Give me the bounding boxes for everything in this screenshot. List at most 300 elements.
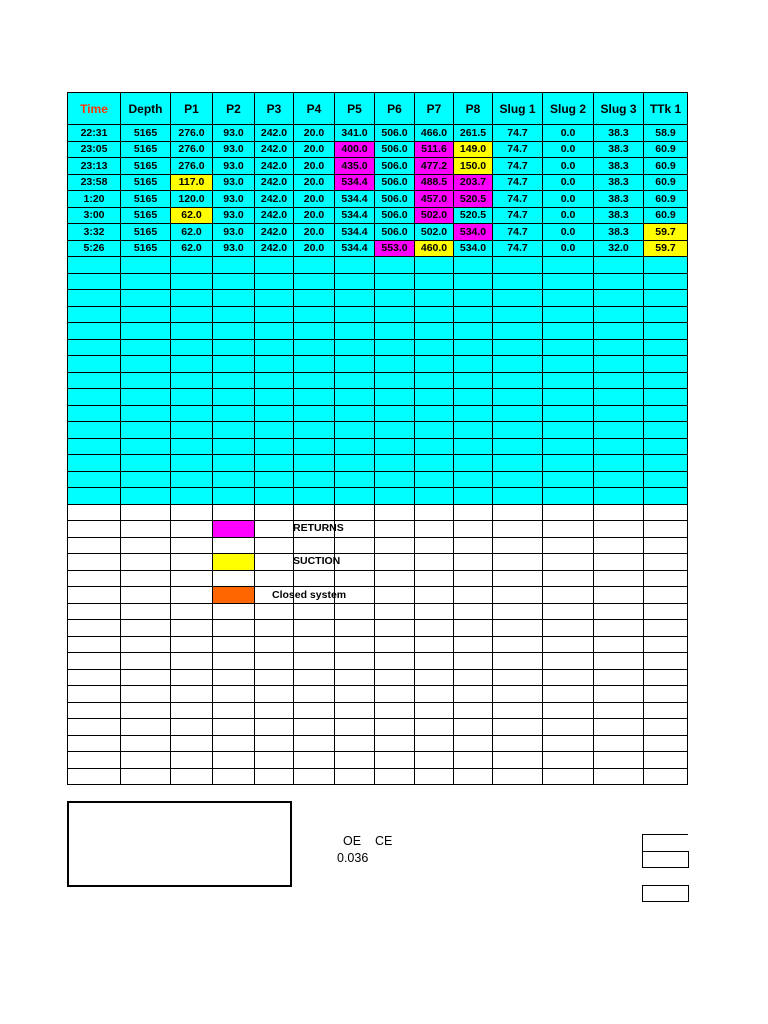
empty-cell bbox=[171, 389, 213, 406]
empty-cell bbox=[335, 356, 375, 373]
blank-cell bbox=[594, 669, 644, 686]
blank-cell bbox=[294, 653, 335, 670]
data-cell: 23:13 bbox=[68, 158, 121, 175]
empty-cell bbox=[493, 273, 543, 290]
empty-cell bbox=[375, 339, 415, 356]
blank-cell bbox=[255, 702, 294, 719]
blank-cell bbox=[68, 504, 121, 521]
data-cell: 60.9 bbox=[644, 207, 688, 224]
blank-cell bbox=[255, 554, 294, 571]
blank-cell bbox=[294, 537, 335, 554]
blank-cell bbox=[375, 504, 415, 521]
blank-cell bbox=[454, 752, 493, 769]
empty-cell bbox=[68, 471, 121, 488]
data-cell: 276.0 bbox=[171, 125, 213, 142]
blank-cell bbox=[644, 537, 688, 554]
legend-suction-label: SUCTION bbox=[293, 555, 341, 567]
blank-cell bbox=[543, 537, 594, 554]
empty-cell bbox=[594, 257, 644, 274]
blank-cell bbox=[543, 702, 594, 719]
empty-cell bbox=[213, 290, 255, 307]
empty-cell bbox=[594, 372, 644, 389]
data-cell: 502.0 bbox=[415, 207, 454, 224]
blank-cell bbox=[255, 570, 294, 587]
data-cell: 38.3 bbox=[594, 125, 644, 142]
table-row bbox=[68, 141, 688, 158]
empty-cell bbox=[335, 405, 375, 422]
blank-cell bbox=[255, 603, 294, 620]
data-cell: 38.3 bbox=[594, 224, 644, 241]
empty-cell bbox=[121, 257, 171, 274]
blank-cell bbox=[644, 702, 688, 719]
blank-cell bbox=[594, 653, 644, 670]
blank-cell bbox=[68, 587, 121, 604]
empty-row bbox=[68, 356, 688, 373]
data-cell: 93.0 bbox=[213, 224, 255, 241]
data-cell: 59.7 bbox=[644, 224, 688, 241]
data-cell: 20.0 bbox=[294, 224, 335, 241]
empty-cell bbox=[594, 306, 644, 323]
empty-cell bbox=[454, 339, 493, 356]
data-cell: 488.5 bbox=[415, 174, 454, 191]
blank-row bbox=[68, 537, 688, 554]
blank-cell bbox=[171, 537, 213, 554]
blank-cell bbox=[454, 521, 493, 538]
empty-cell bbox=[375, 356, 415, 373]
empty-cell bbox=[543, 455, 594, 472]
blank-cell bbox=[68, 669, 121, 686]
empty-cell bbox=[294, 455, 335, 472]
empty-cell bbox=[454, 290, 493, 307]
data-cell: 0.0 bbox=[543, 125, 594, 142]
empty-cell bbox=[543, 438, 594, 455]
blank-row bbox=[68, 669, 688, 686]
empty-cell bbox=[335, 422, 375, 439]
blank-cell bbox=[121, 669, 171, 686]
blank-cell bbox=[375, 636, 415, 653]
oe-value: 0.036 bbox=[337, 851, 369, 865]
blank-row bbox=[68, 636, 688, 653]
empty-cell bbox=[294, 356, 335, 373]
blank-cell bbox=[335, 768, 375, 785]
blank-cell bbox=[594, 719, 644, 736]
empty-cell bbox=[454, 257, 493, 274]
blank-cell bbox=[375, 686, 415, 703]
blank-cell bbox=[171, 686, 213, 703]
data-cell: 5165 bbox=[121, 240, 171, 257]
right-box-3 bbox=[642, 885, 689, 902]
data-cell: 0.0 bbox=[543, 240, 594, 257]
empty-cell bbox=[415, 405, 454, 422]
blank-cell bbox=[644, 752, 688, 769]
blank-cell bbox=[375, 735, 415, 752]
blank-cell bbox=[294, 719, 335, 736]
blank-cell bbox=[255, 768, 294, 785]
empty-cell bbox=[543, 356, 594, 373]
empty-cell bbox=[375, 372, 415, 389]
empty-cell bbox=[644, 488, 688, 505]
empty-cell bbox=[375, 422, 415, 439]
data-cell: 60.9 bbox=[644, 174, 688, 191]
empty-cell bbox=[644, 257, 688, 274]
blank-cell bbox=[644, 636, 688, 653]
blank-cell bbox=[213, 653, 255, 670]
blank-cell bbox=[644, 554, 688, 571]
empty-cell bbox=[415, 438, 454, 455]
blank-cell bbox=[594, 603, 644, 620]
data-cell: 20.0 bbox=[294, 158, 335, 175]
blank-cell bbox=[594, 587, 644, 604]
blank-cell bbox=[493, 768, 543, 785]
empty-cell bbox=[121, 455, 171, 472]
table-row bbox=[68, 174, 688, 191]
empty-cell bbox=[294, 273, 335, 290]
empty-cell bbox=[171, 488, 213, 505]
empty-cell bbox=[171, 422, 213, 439]
blank-cell bbox=[335, 719, 375, 736]
empty-cell bbox=[594, 323, 644, 340]
data-cell: 534.0 bbox=[454, 240, 493, 257]
empty-row bbox=[68, 455, 688, 472]
empty-cell bbox=[213, 306, 255, 323]
empty-cell bbox=[375, 290, 415, 307]
blank-cell bbox=[415, 702, 454, 719]
empty-cell bbox=[375, 438, 415, 455]
empty-cell bbox=[335, 339, 375, 356]
empty-cell bbox=[213, 438, 255, 455]
blank-cell bbox=[213, 504, 255, 521]
blank-cell bbox=[335, 603, 375, 620]
empty-cell bbox=[415, 488, 454, 505]
blank-cell bbox=[171, 768, 213, 785]
empty-cell bbox=[255, 389, 294, 406]
empty-row bbox=[68, 290, 688, 307]
blank-cell bbox=[543, 636, 594, 653]
blank-cell bbox=[454, 768, 493, 785]
blank-cell bbox=[415, 504, 454, 521]
legend-suction-swatch bbox=[213, 554, 255, 571]
empty-cell bbox=[213, 422, 255, 439]
empty-cell bbox=[454, 488, 493, 505]
empty-cell bbox=[594, 471, 644, 488]
right-box-1 bbox=[642, 834, 688, 851]
blank-cell bbox=[454, 653, 493, 670]
blank-cell bbox=[454, 669, 493, 686]
data-cell: 38.3 bbox=[594, 158, 644, 175]
blank-cell bbox=[493, 636, 543, 653]
blank-cell bbox=[68, 719, 121, 736]
empty-cell bbox=[213, 257, 255, 274]
empty-cell bbox=[454, 323, 493, 340]
empty-cell bbox=[255, 273, 294, 290]
empty-cell bbox=[594, 422, 644, 439]
empty-cell bbox=[644, 405, 688, 422]
data-cell: 506.0 bbox=[375, 174, 415, 191]
blank-cell bbox=[375, 603, 415, 620]
empty-cell bbox=[543, 323, 594, 340]
empty-cell bbox=[255, 290, 294, 307]
data-cell: 74.7 bbox=[493, 125, 543, 142]
blank-cell bbox=[644, 620, 688, 637]
blank-cell bbox=[493, 752, 543, 769]
blank-cell bbox=[335, 735, 375, 752]
data-cell: 0.0 bbox=[543, 141, 594, 158]
empty-cell bbox=[375, 405, 415, 422]
empty-cell bbox=[375, 257, 415, 274]
blank-cell bbox=[594, 686, 644, 703]
empty-cell bbox=[415, 273, 454, 290]
blank-cell bbox=[375, 620, 415, 637]
blank-cell bbox=[644, 570, 688, 587]
blank-cell bbox=[594, 504, 644, 521]
data-cell: 457.0 bbox=[415, 191, 454, 208]
blank-row bbox=[68, 587, 688, 604]
data-cell: 534.4 bbox=[335, 240, 375, 257]
blank-cell bbox=[335, 702, 375, 719]
empty-cell bbox=[493, 455, 543, 472]
blank-cell bbox=[68, 570, 121, 587]
blank-cell bbox=[255, 719, 294, 736]
blank-cell bbox=[493, 735, 543, 752]
blank-cell bbox=[415, 554, 454, 571]
blank-cell bbox=[213, 735, 255, 752]
data-cell: 0.0 bbox=[543, 224, 594, 241]
blank-cell bbox=[543, 587, 594, 604]
empty-cell bbox=[415, 290, 454, 307]
empty-cell bbox=[594, 438, 644, 455]
empty-cell bbox=[375, 306, 415, 323]
blank-row bbox=[68, 768, 688, 785]
oe-ce-label: OE CE bbox=[343, 834, 393, 848]
empty-row bbox=[68, 389, 688, 406]
data-cell: 261.5 bbox=[454, 125, 493, 142]
data-cell: 506.0 bbox=[375, 158, 415, 175]
blank-cell bbox=[375, 719, 415, 736]
empty-cell bbox=[335, 290, 375, 307]
header-cell: Slug 2 bbox=[543, 93, 594, 125]
blank-cell bbox=[121, 537, 171, 554]
data-cell: 32.0 bbox=[594, 240, 644, 257]
blank-cell bbox=[68, 521, 121, 538]
empty-cell bbox=[644, 323, 688, 340]
empty-cell bbox=[543, 372, 594, 389]
blank-cell bbox=[335, 669, 375, 686]
empty-cell bbox=[493, 422, 543, 439]
empty-cell bbox=[171, 405, 213, 422]
empty-cell bbox=[415, 422, 454, 439]
blank-cell bbox=[255, 735, 294, 752]
table-row bbox=[68, 158, 688, 175]
blank-cell bbox=[493, 719, 543, 736]
header-cell: Slug 3 bbox=[594, 93, 644, 125]
empty-cell bbox=[543, 405, 594, 422]
blank-cell bbox=[493, 587, 543, 604]
blank-cell bbox=[121, 752, 171, 769]
data-cell: 38.3 bbox=[594, 191, 644, 208]
data-cell: 553.0 bbox=[375, 240, 415, 257]
blank-cell bbox=[594, 735, 644, 752]
empty-cell bbox=[415, 323, 454, 340]
blank-cell bbox=[415, 521, 454, 538]
blank-row bbox=[68, 752, 688, 769]
header-cell: P5 bbox=[335, 93, 375, 125]
blank-cell bbox=[543, 686, 594, 703]
data-cell: 5165 bbox=[121, 224, 171, 241]
blank-cell bbox=[454, 702, 493, 719]
empty-cell bbox=[493, 339, 543, 356]
empty-cell bbox=[493, 471, 543, 488]
empty-cell bbox=[294, 257, 335, 274]
data-cell: 477.2 bbox=[415, 158, 454, 175]
empty-cell bbox=[415, 389, 454, 406]
data-cell: 341.0 bbox=[335, 125, 375, 142]
empty-cell bbox=[68, 306, 121, 323]
data-cell: 506.0 bbox=[375, 125, 415, 142]
blank-cell bbox=[375, 653, 415, 670]
data-cell: 74.7 bbox=[493, 224, 543, 241]
empty-cell bbox=[255, 372, 294, 389]
blank-cell bbox=[121, 587, 171, 604]
blank-row bbox=[68, 620, 688, 637]
blank-cell bbox=[594, 702, 644, 719]
data-cell: 520.5 bbox=[454, 207, 493, 224]
empty-cell bbox=[121, 471, 171, 488]
empty-cell bbox=[121, 422, 171, 439]
data-cell: 20.0 bbox=[294, 207, 335, 224]
empty-cell bbox=[213, 273, 255, 290]
blank-cell bbox=[121, 735, 171, 752]
data-cell: 93.0 bbox=[213, 240, 255, 257]
empty-cell bbox=[543, 257, 594, 274]
empty-cell bbox=[68, 356, 121, 373]
empty-cell bbox=[294, 339, 335, 356]
empty-cell bbox=[335, 273, 375, 290]
blank-cell bbox=[121, 686, 171, 703]
blank-cell bbox=[213, 719, 255, 736]
blank-cell bbox=[68, 620, 121, 637]
blank-cell bbox=[594, 570, 644, 587]
empty-cell bbox=[644, 471, 688, 488]
empty-cell bbox=[375, 488, 415, 505]
blank-cell bbox=[121, 504, 171, 521]
empty-cell bbox=[68, 422, 121, 439]
empty-cell bbox=[543, 290, 594, 307]
blank-cell bbox=[543, 653, 594, 670]
empty-cell bbox=[213, 389, 255, 406]
blank-cell bbox=[121, 554, 171, 571]
blank-cell bbox=[294, 504, 335, 521]
data-cell: 5:26 bbox=[68, 240, 121, 257]
empty-cell bbox=[121, 488, 171, 505]
empty-cell bbox=[543, 471, 594, 488]
header-cell: P3 bbox=[255, 93, 294, 125]
blank-cell bbox=[171, 669, 213, 686]
blank-cell bbox=[294, 702, 335, 719]
empty-cell bbox=[255, 306, 294, 323]
data-cell: 242.0 bbox=[255, 125, 294, 142]
empty-cell bbox=[255, 455, 294, 472]
blank-cell bbox=[375, 768, 415, 785]
blank-row bbox=[68, 504, 688, 521]
data-cell: 506.0 bbox=[375, 141, 415, 158]
data-cell: 242.0 bbox=[255, 224, 294, 241]
empty-cell bbox=[493, 438, 543, 455]
data-cell: 74.7 bbox=[493, 158, 543, 175]
blank-cell bbox=[644, 504, 688, 521]
blank-cell bbox=[255, 669, 294, 686]
data-cell: 502.0 bbox=[415, 224, 454, 241]
blank-cell bbox=[415, 669, 454, 686]
blank-cell bbox=[294, 636, 335, 653]
blank-cell bbox=[594, 768, 644, 785]
blank-cell bbox=[415, 752, 454, 769]
blank-cell bbox=[335, 504, 375, 521]
blank-cell bbox=[454, 554, 493, 571]
empty-cell bbox=[454, 471, 493, 488]
empty-row bbox=[68, 422, 688, 439]
data-cell: 506.0 bbox=[375, 207, 415, 224]
empty-cell bbox=[121, 306, 171, 323]
header-cell: Depth bbox=[121, 93, 171, 125]
empty-cell bbox=[255, 323, 294, 340]
blank-cell bbox=[543, 735, 594, 752]
blank-cell bbox=[171, 587, 213, 604]
blank-cell bbox=[294, 570, 335, 587]
data-cell: 5165 bbox=[121, 174, 171, 191]
blank-cell bbox=[543, 752, 594, 769]
data-cell: 38.3 bbox=[594, 141, 644, 158]
blank-cell bbox=[543, 768, 594, 785]
blank-cell bbox=[493, 570, 543, 587]
data-cell: 511.6 bbox=[415, 141, 454, 158]
data-cell: 400.0 bbox=[335, 141, 375, 158]
empty-cell bbox=[68, 257, 121, 274]
blank-cell bbox=[335, 636, 375, 653]
data-cell: 276.0 bbox=[171, 141, 213, 158]
header-cell: P8 bbox=[454, 93, 493, 125]
blank-cell bbox=[171, 570, 213, 587]
blank-cell bbox=[171, 554, 213, 571]
blank-cell bbox=[213, 752, 255, 769]
blank-cell bbox=[415, 686, 454, 703]
blank-cell bbox=[644, 768, 688, 785]
empty-cell bbox=[543, 488, 594, 505]
empty-cell bbox=[415, 356, 454, 373]
blank-cell bbox=[121, 653, 171, 670]
data-cell: 276.0 bbox=[171, 158, 213, 175]
blank-cell bbox=[493, 521, 543, 538]
blank-cell bbox=[171, 521, 213, 538]
empty-row bbox=[68, 257, 688, 274]
empty-cell bbox=[213, 488, 255, 505]
empty-cell bbox=[255, 438, 294, 455]
empty-cell bbox=[121, 323, 171, 340]
empty-cell bbox=[335, 488, 375, 505]
blank-cell bbox=[255, 537, 294, 554]
blank-cell bbox=[543, 603, 594, 620]
empty-cell bbox=[335, 323, 375, 340]
blank-cell bbox=[415, 636, 454, 653]
blank-cell bbox=[454, 735, 493, 752]
empty-cell bbox=[255, 488, 294, 505]
blank-cell bbox=[68, 768, 121, 785]
blank-cell bbox=[454, 587, 493, 604]
blank-cell bbox=[213, 603, 255, 620]
data-cell: 0.0 bbox=[543, 174, 594, 191]
data-cell: 0.0 bbox=[543, 158, 594, 175]
data-cell: 460.0 bbox=[415, 240, 454, 257]
blank-cell bbox=[171, 636, 213, 653]
